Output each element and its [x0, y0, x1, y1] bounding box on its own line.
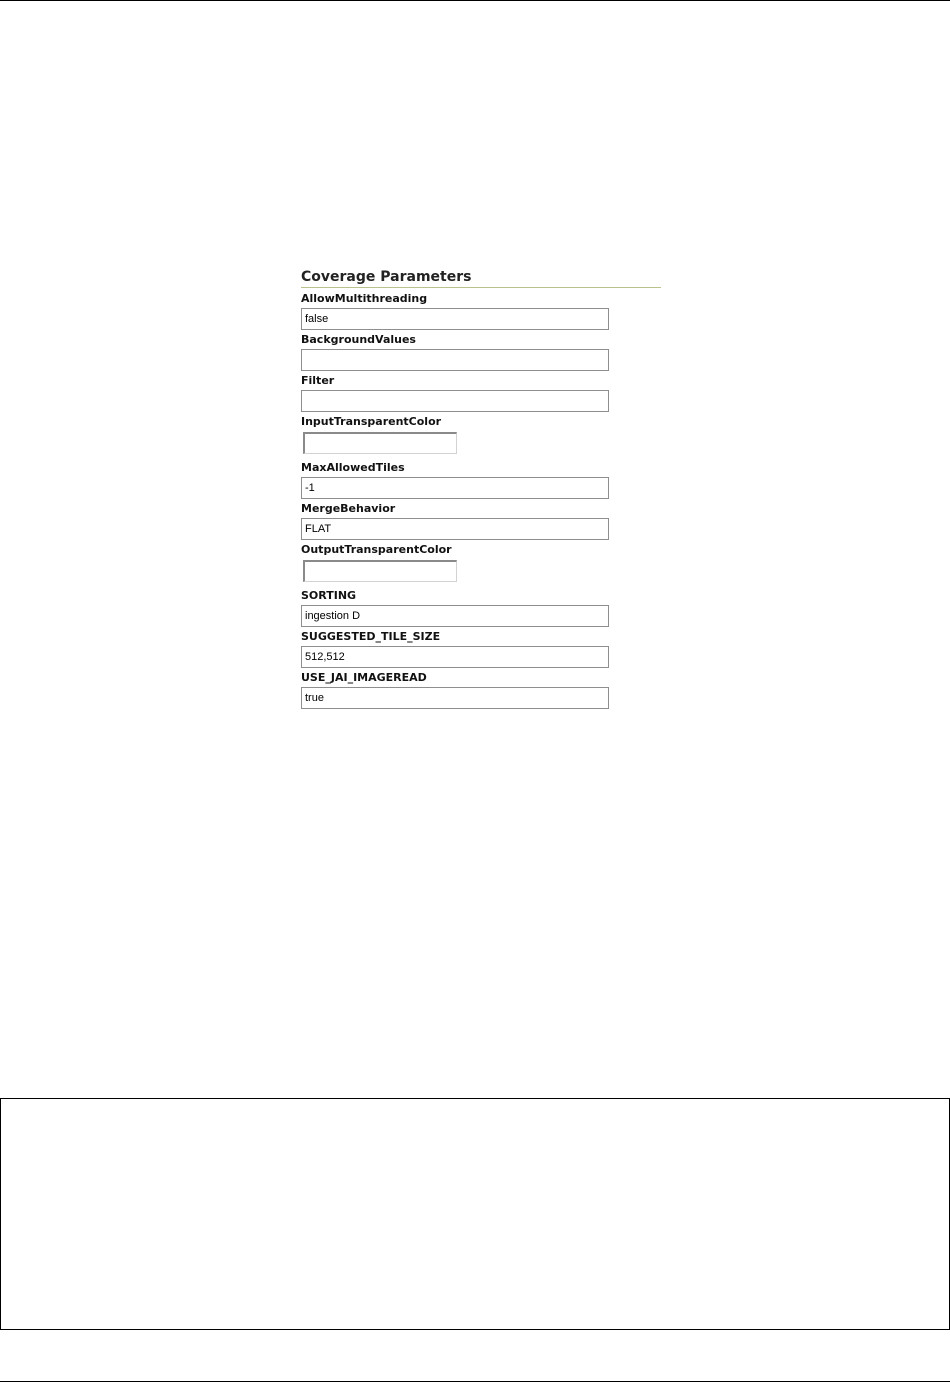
- label-use-jai-imageread: USE_JAI_IMAGEREAD: [301, 671, 427, 684]
- header-rule: [0, 0, 950, 1]
- code-block-frame: [0, 1098, 950, 1330]
- label-merge-behavior: MergeBehavior: [301, 502, 396, 515]
- suggested-tile-size-input[interactable]: [301, 646, 609, 668]
- label-filter: Filter: [301, 374, 335, 387]
- output-transparent-color-input[interactable]: [303, 560, 457, 582]
- label-input-transparent-color: InputTransparentColor: [301, 415, 442, 428]
- merge-behavior-input[interactable]: [301, 518, 609, 540]
- input-transparent-color-input[interactable]: [303, 432, 457, 454]
- sorting-input[interactable]: [301, 605, 609, 627]
- filter-input[interactable]: [301, 390, 609, 412]
- use-jai-imageread-input[interactable]: [301, 687, 609, 709]
- label-allow-multithreading: AllowMultithreading: [301, 292, 428, 305]
- background-values-input[interactable]: [301, 349, 609, 371]
- panel-title: Coverage Parameters: [301, 268, 661, 288]
- label-output-transparent-color: OutputTransparentColor: [301, 543, 452, 556]
- label-sorting: SORTING: [301, 589, 357, 602]
- label-background-values: BackgroundValues: [301, 333, 416, 346]
- allow-multithreading-input[interactable]: [301, 308, 609, 330]
- label-max-allowed-tiles: MaxAllowedTiles: [301, 461, 405, 474]
- max-allowed-tiles-input[interactable]: [301, 477, 609, 499]
- label-suggested-tile-size: SUGGESTED_TILE_SIZE: [301, 630, 441, 643]
- coverage-parameters-panel: [301, 268, 661, 712]
